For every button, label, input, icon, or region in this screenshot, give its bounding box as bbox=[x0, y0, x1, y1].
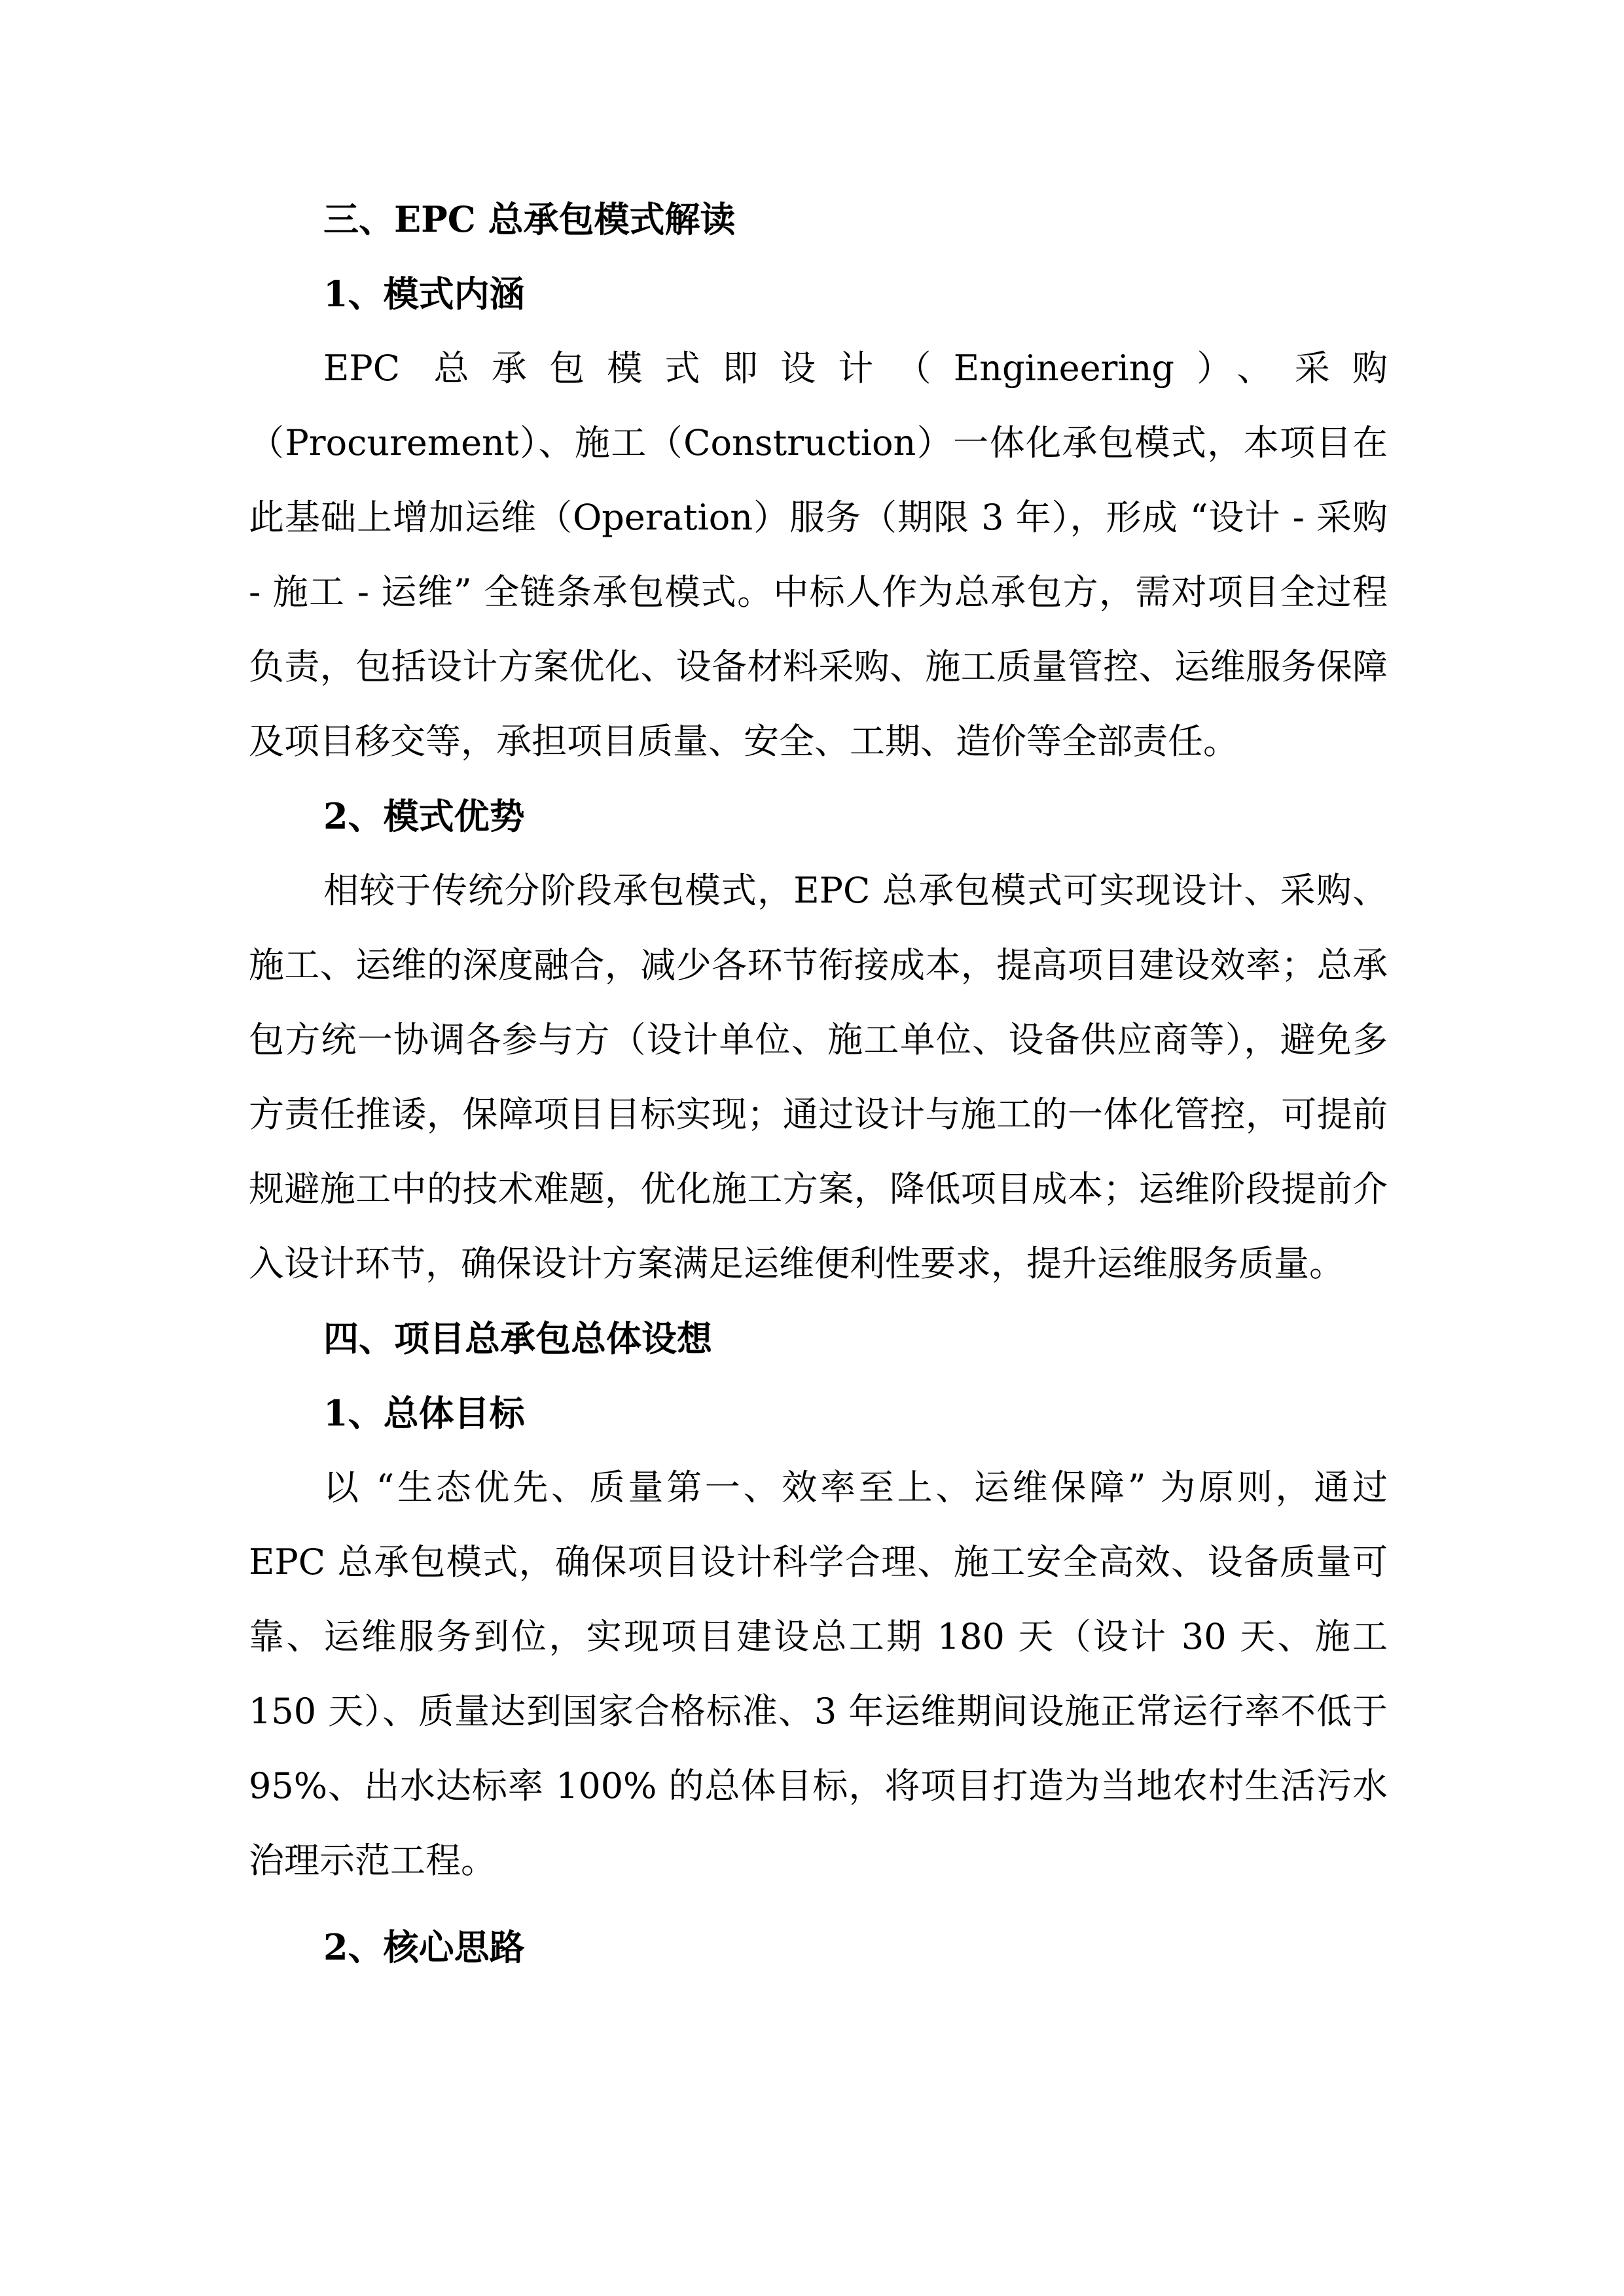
section-3-1-paragraph: EPC 总承包模式即设计（Engineering）、采购（Procurement）、施工（Construction）一体化承包模式，本项目在此基础上增加运维（Operation）服务（期限 3 年），形成 “设计 - 采购 - 施工 - 运维” 全链条承包模式。中标人作为总承包方，需对项目全过程负责，包括设计方案优化、设备材料采购、施工质量管控、运维服务保障及项目移交等，承担项目质量、安全、工期、造价等全部责任。 bbox=[249, 348, 1388, 762]
section-3-2-paragraph: 相较于传统分阶段承包模式，EPC 总承包模式可实现设计、采购、施工、运维的深度融合，减少各环节衔接成本，提高项目建设效率；总承包方统一协调各参与方（设计单位、施工单位、设备供应商等），避免多方责任推诿，保障项目目标实现；通过设计与施工的一体化管控，可提前规避施工中的技术难题，优化施工方案，降低项目成本；运维阶段提前介入设计环节，确保设计方案满足运维便利性要求，提升运维服务质量。 bbox=[249, 870, 1388, 1284]
section-4-title: 四、项目总承包总体设想 bbox=[323, 1318, 712, 1359]
section-3-title: 三、EPC 总承包模式解读 bbox=[323, 198, 736, 240]
section-3-2-title: 2、模式优势 bbox=[323, 795, 525, 837]
section-3-1-title: 1、模式内涵 bbox=[323, 273, 525, 315]
section-4-1-title: 1、总体目标 bbox=[323, 1392, 525, 1434]
document-body bbox=[249, 182, 1388, 1984]
section-4-1-paragraph: 以 “生态优先、质量第一、效率至上、运维保障” 为原则，通过 EPC 总承包模式，确保项目设计科学合理、施工安全高效、设备质量可靠、运维服务到位，实现项目建设总工期 180 天（设计 30 天、施工 150 天）、质量达到国家合格标准、3 年运维期间设施正常运行率不低于 95%、出水达标率 100% 的总体目标，将项目打造为当地农村生活污水治理示范工程。 bbox=[249, 1467, 1388, 1881]
section-4-2-title: 2、核心思路 bbox=[323, 1926, 525, 1968]
